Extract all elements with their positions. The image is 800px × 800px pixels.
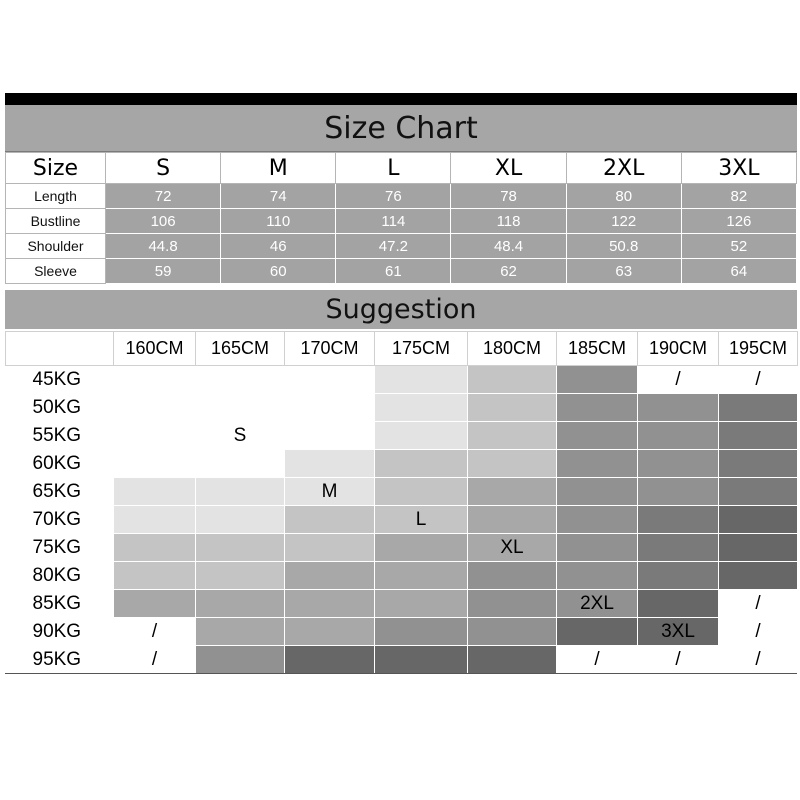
suggestion-cell (557, 618, 638, 646)
height-header: 175CM (375, 332, 468, 366)
size-cell: 46 (221, 234, 336, 259)
suggestion-cell (468, 366, 557, 394)
weight-label: 90KG (6, 618, 114, 646)
size-cell: 118 (451, 209, 566, 234)
suggestion-row (6, 618, 798, 646)
suggestion-title: Suggestion (325, 294, 477, 325)
suggestion-cell (196, 450, 285, 478)
size-recommendation-cell: XL (468, 534, 557, 562)
size-header-l: L (336, 153, 451, 184)
size-row-label: Length (6, 184, 106, 209)
suggestion-cell (114, 478, 196, 506)
size-header-label: Size (6, 153, 106, 184)
size-row-length (6, 184, 797, 209)
suggestion-cell (196, 562, 285, 590)
weight-label: 95KG (6, 646, 114, 674)
size-cell: 122 (566, 209, 681, 234)
suggestion-table (5, 331, 798, 674)
suggestion-cell (468, 506, 557, 534)
suggestion-cell (196, 394, 285, 422)
not-available-cell: / (719, 646, 798, 674)
suggestion-cell (638, 394, 719, 422)
size-recommendation-cell: 3XL (638, 618, 719, 646)
suggestion-cell (375, 618, 468, 646)
size-recommendation-cell: L (375, 506, 468, 534)
not-available-cell: / (719, 590, 798, 618)
size-cell: 60 (221, 259, 336, 284)
suggestion-cell (719, 478, 798, 506)
page-title: Size Chart (324, 110, 478, 146)
suggestion-cell (557, 366, 638, 394)
not-available-cell: / (638, 366, 719, 394)
size-header-xl: XL (451, 153, 566, 184)
size-cell: 82 (681, 184, 796, 209)
suggestion-cell (375, 478, 468, 506)
suggestion-cell (468, 422, 557, 450)
size-row-bustline (6, 209, 797, 234)
not-available-cell: / (557, 646, 638, 674)
not-available-cell: / (638, 646, 719, 674)
height-header: 160CM (114, 332, 196, 366)
size-cell: 74 (221, 184, 336, 209)
size-header-s: S (106, 153, 221, 184)
suggestion-cell (638, 590, 719, 618)
not-available-cell: / (719, 366, 798, 394)
suggestion-cell (638, 422, 719, 450)
suggestion-cell (557, 450, 638, 478)
suggestion-row (6, 394, 798, 422)
size-cell: 78 (451, 184, 566, 209)
size-row-label: Shoulder (6, 234, 106, 259)
suggestion-cell (285, 506, 375, 534)
suggestion-cell (114, 562, 196, 590)
suggestion-cell (638, 562, 719, 590)
suggestion-cell (557, 422, 638, 450)
size-recommendation-cell: 2XL (557, 590, 638, 618)
suggestion-cell (557, 562, 638, 590)
suggestion-cell (375, 562, 468, 590)
height-header: 170CM (285, 332, 375, 366)
suggestion-cell (285, 366, 375, 394)
suggestion-cell (468, 394, 557, 422)
size-cell: 44.8 (106, 234, 221, 259)
size-cell: 106 (106, 209, 221, 234)
not-available-cell: / (719, 618, 798, 646)
weight-label: 65KG (6, 478, 114, 506)
suggestion-cell (468, 478, 557, 506)
suggestion-cell (375, 646, 468, 674)
height-header: 190CM (638, 332, 719, 366)
size-cell: 61 (336, 259, 451, 284)
size-row-sleeve (6, 259, 797, 284)
height-header: 180CM (468, 332, 557, 366)
size-cell: 50.8 (566, 234, 681, 259)
not-available-cell: / (114, 646, 196, 674)
suggestion-cell (285, 590, 375, 618)
suggestion-cell (285, 646, 375, 674)
weight-label: 85KG (6, 590, 114, 618)
size-cell: 110 (221, 209, 336, 234)
suggestion-cell (638, 450, 719, 478)
suggestion-cell (719, 422, 798, 450)
suggestion-cell (557, 478, 638, 506)
suggestion-cell (114, 450, 196, 478)
size-header-row (6, 153, 797, 184)
suggestion-cell (375, 590, 468, 618)
suggestion-title-band (5, 290, 797, 329)
size-header-m: M (221, 153, 336, 184)
suggestion-row (6, 534, 798, 562)
size-row-label: Sleeve (6, 259, 106, 284)
size-cell: 64 (681, 259, 796, 284)
suggestion-cell (196, 646, 285, 674)
not-available-cell: / (114, 618, 196, 646)
suggestion-cell (719, 562, 798, 590)
top-black-bar (5, 93, 797, 105)
suggestion-cell (375, 450, 468, 478)
size-row-shoulder (6, 234, 797, 259)
size-cell: 114 (336, 209, 451, 234)
weight-label: 55KG (6, 422, 114, 450)
suggestion-cell (375, 422, 468, 450)
suggestion-cell (285, 450, 375, 478)
suggestion-cell (375, 534, 468, 562)
size-cell: 48.4 (451, 234, 566, 259)
suggestion-header-row (6, 332, 798, 366)
suggestion-row (6, 366, 798, 394)
suggestion-cell (638, 478, 719, 506)
suggestion-corner (6, 332, 114, 366)
size-cell: 63 (566, 259, 681, 284)
suggestion-row (6, 478, 798, 506)
height-header: 185CM (557, 332, 638, 366)
suggestion-cell (114, 590, 196, 618)
suggestion-cell (196, 590, 285, 618)
suggestion-cell (557, 394, 638, 422)
suggestion-cell (557, 534, 638, 562)
height-header: 165CM (196, 332, 285, 366)
weight-label: 70KG (6, 506, 114, 534)
suggestion-cell (196, 366, 285, 394)
suggestion-cell (468, 562, 557, 590)
suggestion-cell (719, 534, 798, 562)
suggestion-cell (196, 506, 285, 534)
size-header-2xl: 2XL (566, 153, 681, 184)
suggestion-cell (114, 422, 196, 450)
suggestion-cell (468, 646, 557, 674)
suggestion-cell (196, 534, 285, 562)
weight-label: 80KG (6, 562, 114, 590)
suggestion-cell (375, 394, 468, 422)
suggestion-cell (285, 394, 375, 422)
size-cell: 47.2 (336, 234, 451, 259)
size-cell: 80 (566, 184, 681, 209)
suggestion-row (6, 646, 798, 674)
suggestion-cell (114, 366, 196, 394)
size-chart-table (5, 152, 797, 284)
table-bottom-rule (5, 673, 797, 674)
size-recommendation-cell: M (285, 478, 375, 506)
size-cell: 62 (451, 259, 566, 284)
suggestion-cell (468, 450, 557, 478)
size-header-3xl: 3XL (681, 153, 796, 184)
suggestion-cell (196, 478, 285, 506)
suggestion-cell (114, 394, 196, 422)
size-cell: 72 (106, 184, 221, 209)
suggestion-cell (375, 366, 468, 394)
suggestion-cell (719, 394, 798, 422)
suggestion-cell (468, 618, 557, 646)
suggestion-cell (285, 562, 375, 590)
suggestion-row (6, 450, 798, 478)
size-cell: 59 (106, 259, 221, 284)
suggestion-cell (638, 534, 719, 562)
weight-label: 45KG (6, 366, 114, 394)
suggestion-row (6, 422, 798, 450)
suggestion-cell (285, 422, 375, 450)
weight-label: 50KG (6, 394, 114, 422)
size-row-label: Bustline (6, 209, 106, 234)
suggestion-row (6, 562, 798, 590)
suggestion-cell (557, 506, 638, 534)
weight-label: 75KG (6, 534, 114, 562)
suggestion-cell (114, 534, 196, 562)
suggestion-row (6, 506, 798, 534)
suggestion-cell (114, 506, 196, 534)
size-cell: 52 (681, 234, 796, 259)
height-header: 195CM (719, 332, 798, 366)
suggestion-cell (285, 618, 375, 646)
size-chart-title-band (5, 105, 797, 152)
suggestion-cell (638, 506, 719, 534)
suggestion-cell (196, 618, 285, 646)
suggestion-cell (719, 506, 798, 534)
size-recommendation-cell: S (196, 422, 285, 450)
size-cell: 126 (681, 209, 796, 234)
weight-label: 60KG (6, 450, 114, 478)
suggestion-cell (468, 590, 557, 618)
suggestion-cell (719, 450, 798, 478)
suggestion-cell (285, 534, 375, 562)
size-cell: 76 (336, 184, 451, 209)
suggestion-row (6, 590, 798, 618)
